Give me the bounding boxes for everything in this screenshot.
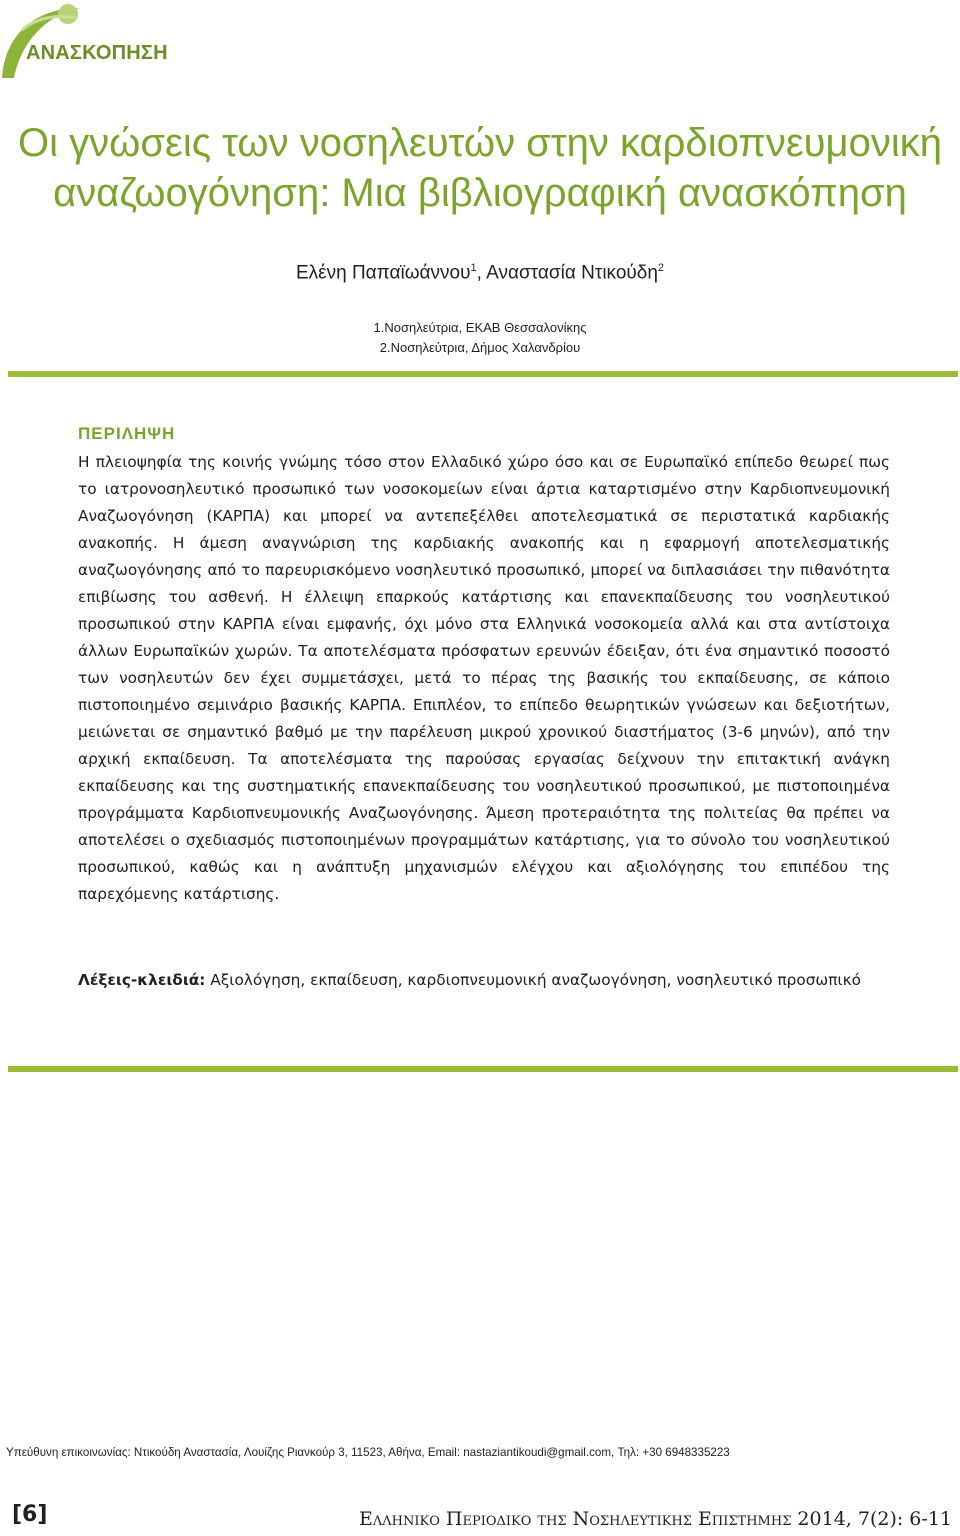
abstract-heading: ΠΕΡΙΛΗΨΗ bbox=[78, 424, 176, 443]
bottom-divider bbox=[8, 1066, 958, 1072]
leaf-swirl-icon bbox=[0, 0, 110, 80]
journal-citation: Ελληνικο Περιοδικο της Νοσηλευτικης Επιστημης 2014, 7(2): 6-11 bbox=[358, 1508, 952, 1530]
author-list: Ελένη Παπαϊωάννου$^1$, Αναστασία Ντικούδη$^2$ bbox=[295, 262, 665, 284]
title-line-2: αναζωογόνηση: Μια βιβλιογραφική ανασκόπηση bbox=[53, 171, 907, 215]
journal-logo bbox=[0, 0, 200, 80]
page-number: [6] bbox=[12, 1502, 48, 1527]
author-affiliation-marker: 1 bbox=[470, 262, 477, 274]
keywords bbox=[78, 967, 890, 994]
top-divider bbox=[8, 371, 958, 377]
author-name: Αναστασία Ντικούδη bbox=[486, 262, 658, 284]
affiliation-1: 1.Νοσηλεύτρια, ΕΚΑΒ Θεσσαλονίκης bbox=[373, 320, 587, 335]
author-name: Ελένη Παπαϊωάννου bbox=[295, 262, 471, 284]
keywords-label: Λέξεις-κλειδιά: bbox=[78, 971, 206, 989]
section-label: ΑΝΑΣΚΟΠΗΣΗ bbox=[26, 42, 168, 64]
article-title bbox=[0, 118, 960, 218]
keywords-text: Αξιολόγηση, εκπαίδευση, καρδιοπνευμονική αναζωογόνηση, νοσηλευτικό προσωπικό bbox=[205, 971, 861, 989]
affiliations bbox=[0, 318, 960, 358]
author-affiliation-marker: 2 bbox=[657, 262, 665, 274]
affiliation-2: 2.Νοσηλεύτρια, Δήμος Χαλανδρίου bbox=[379, 340, 581, 355]
corresponding-author: Υπεύθυνη επικοινωνίας: Ντικούδη Αναστασία, Λουίζης Ριανκούρ 3, 11523, Αθήνα, Email: nastaziantikoudi@gmail.com, Τηλ: +30 6948335223 bbox=[6, 1446, 730, 1459]
title-line-1: Οι γνώσεις των νοσηλευτών στην καρδιοπνευμονική bbox=[18, 121, 942, 165]
abstract-text: Η πλειοψηφία της κοινής γνώμης τόσο στον Ελλαδικό χώρο όσο και σε Ευρωπαϊκό επίπεδο θεωρεί πως το ιατρονοσηλευτικό προσωπικό των νοσοκομείων είναι άρτια καταρτισμένο στην Καρδιοπνευμονική Αναζωογόνηση (ΚΑΡΠΑ) και μπορεί να αντεπεξέλθει αποτελεσματικά σε περιστατικά καρδιακής ανακοπής. Η άμεση αναγνώριση της καρδιακής ανακοπής και η εφαρμογή αποτελεσματικής αναζωογόνησης από το παρευρισκόμενο νοσηλευτικό προσωπικό, μπορεί να διπλασιάσει την πιθανότητα επιβίωσης του ασθενή. Η έλλειψη επαρκούς κατάρτισης και επανεκπαίδευσης του νοσηλευτικού προσωπικού στην ΚΑΡΠΑ είναι εμφανής, όχι μόνο στα Ελληνικά νοσοκομεία αλλά και στα αντίστοιχα άλλων Ευρωπαϊκών χωρών. Τα αποτελέσματα πρόσφατων ερευνών έδειξαν, ότι ένα σημαντικό ποσοστό των νοσηλευτών δεν έχει συμμετάσχει, μετά το πέρας της βασικής του εκπαίδευσης, σε κάποιο πιστοποιημένο σεμινάριο βασικής ΚΑΡΠΑ. Επιπλέον, το επίπεδο θεωρητικών γνώσεων και δεξιοτήτων, μειώνεται σε σημαντικό βαθμό με την παρέλευση μικρού χρονικού διαστήματος (3-6 μηνών), από την αρχική εκπαίδευση. Τα αποτελέσματα της παρούσας εργασίας δείχνουν την επιτακτική ανάγκη εκπαίδευσης και της συστηματικής επανεκπαίδευσης του νοσηλευτικού προσωπικού, με πιστοποιημένα προγράμματα Καρδιοπνευμονικής Αναζωογόνησης. Άμεση προτεραιότητα της πολιτείας θα πρέπει να αποτελέσει ο σχεδιασμός πιστοποιημένων προγραμμάτων κατάρτισης, για το σύνολο του νοσηλευτικού προσωπικού, καθώς και η ανάπτυξη μηχανισμών ελέγχου και αξιολόγησης του επιπέδου της παρεχόμενης κατάρτισης. bbox=[78, 453, 890, 903]
